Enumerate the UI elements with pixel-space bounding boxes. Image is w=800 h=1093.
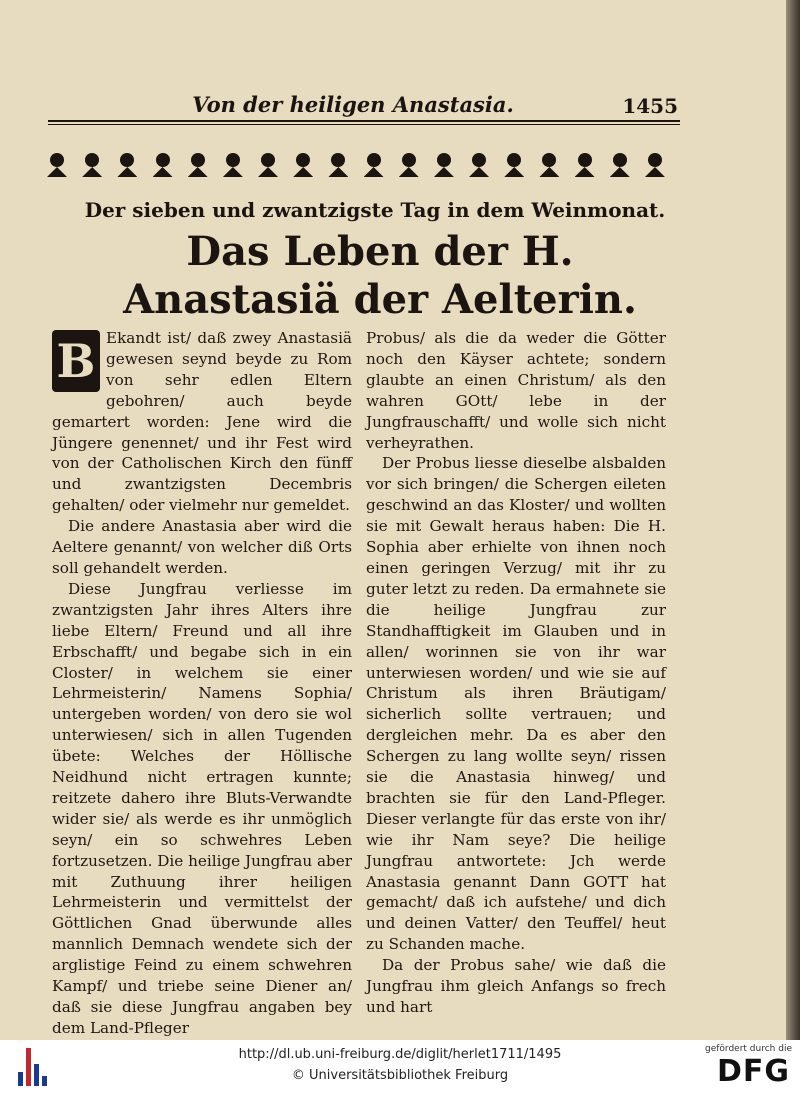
right-column [366, 328, 666, 1018]
paragraph: Ekandt ist/ daß zwey Anastasiä gewesen seynd beyde zu Rom von sehr edlen Eltern gebohren/ auch beyde gemartert worden: Jene wird die Jüngere genennet/ und ihr Fest wird von der Catholischen Kirch den fünff und zwantzigsten Decembris gehalten/ oder vielmehr nur gemeldet. [52, 329, 352, 515]
header-rule [48, 120, 680, 125]
fleuron-ornament [398, 151, 420, 179]
paragraph: Die andere Anastasia aber wird die Aeltere genannt/ von welcher diß Orts soll gehandelt werden. [52, 517, 352, 577]
paragraph: Diese Jungfrau verliesse im zwantzigsten Jahr ihres Alters ihre liebe Eltern/ Freund und all ihre Erbschafft/ und begabe sich in ein Closter/ in welchem sie einer Lehrmeisterin/ Namens Sophia/ untergeben worden/ von dero sie wol unterwiesen/ sich in allen Tugenden übete: Welches der Höllische Neidhund nicht ertragen kunnte; reitzete dahero ihre Bluts-Verwandte wider sie/ als werde es ihr unmöglich seyn/ ein so schwehres Leben fortzusetzen. Die heilige Jungfrau aber mit Zuthuung ihrer heiligen Lehrmeisterin und vermittelst der Göttlichen Gnad überwunde alles mannlich Demnach wendete sich der arglistige Feind zu einem schwehren Kampf/ und triebe seine Diener an/ daß sie diese Jungfrau angaben bey dem Land-Pfleger [52, 579, 352, 1037]
fleuron-ornament [81, 151, 103, 179]
permalink-link[interactable]: http://dl.ub.uni-freiburg.de/diglit/herlet1711/1495 [238, 1047, 562, 1062]
book-edge-shadow [786, 0, 800, 1040]
fleuron-ornament [327, 151, 349, 179]
page-number: 1455 [622, 94, 678, 118]
fleuron-ornament [574, 151, 596, 179]
fleuron-ornament [609, 151, 631, 179]
fleuron-ornament [257, 151, 279, 179]
fleuron-ornament [152, 151, 174, 179]
chapter-title: Das Leben der H. Anastasiä der Aelterin. [123, 228, 637, 323]
fleuron-ornament [363, 151, 385, 179]
fleuron-ornament [187, 151, 209, 179]
fleuron-ornament [503, 151, 525, 179]
dfg-logo: DFG [716, 1054, 790, 1089]
running-header [48, 92, 738, 126]
fleuron-ornament [538, 151, 560, 179]
copyright-text: © Universitätsbibliothek Freiburg [291, 1068, 509, 1083]
left-column [52, 328, 352, 1039]
library-logo-icon [14, 1046, 54, 1086]
fleuron-ornament [292, 151, 314, 179]
funding-note: gefördert durch die [705, 1044, 792, 1054]
fleuron-ornament [46, 151, 68, 179]
paragraph: Probus/ als die da weder die Götter noch den Käyser achtete; sondern glaubte an einen Christum/ als den wahren GOtt/ lebe in der Jungfrauschafft/ und wolle sich nicht verheyrathen. [366, 329, 666, 452]
fleuron-ornament [644, 151, 666, 179]
fleuron-ornament [222, 151, 244, 179]
paragraph: Da der Probus sahe/ wie daß die Jungfrau ihm gleich Anfangs so frech und hart [366, 956, 666, 1016]
ornament-band [46, 148, 666, 182]
day-heading: Der sieben und zwantzigste Tag in dem Weinmonat. [84, 198, 666, 222]
fleuron-ornament [433, 151, 455, 179]
running-title: Von der heiligen Anastasia. [192, 92, 514, 117]
drop-cap: B [52, 330, 100, 392]
fleuron-ornament [116, 151, 138, 179]
paragraph: Der Probus liesse dieselbe alsbalden vor sich bringen/ die Schergen eileten geschwind an das Kloster/ und wollten sie mit Gewalt heraus haben: Die H. Sophia aber erhielte von ihnen noch einen geringen Verzug/ mit ihr zu guter letzt zu reden. Da ermahnete sie die heilige Jungfrau zur Standhafftigkeit im Glauben und in allen/ worinnen sie von ihr war unterwiesen worden/ und wie sie auf Christum als ihren Bräutigam/ sicherlich sollte vertrauen; und dergleichen mehr. Da es aber den Schergen zu lang wollte seyn/ rissen sie die Anastasia hinweg/ und brachten sie für den Land-Pfleger. Dieser verlangte für das erste von ihr/ wie ihr Nam seye? Die heilige Jungfrau antwortete: Jch werde Anastasia genannt Dann GOTT hat gemacht/ daß ich aufstehe/ und dich und deinen Vatter/ den Teuffel/ heut zu Schanden mache. [366, 454, 666, 954]
fleuron-ornament [468, 151, 490, 179]
